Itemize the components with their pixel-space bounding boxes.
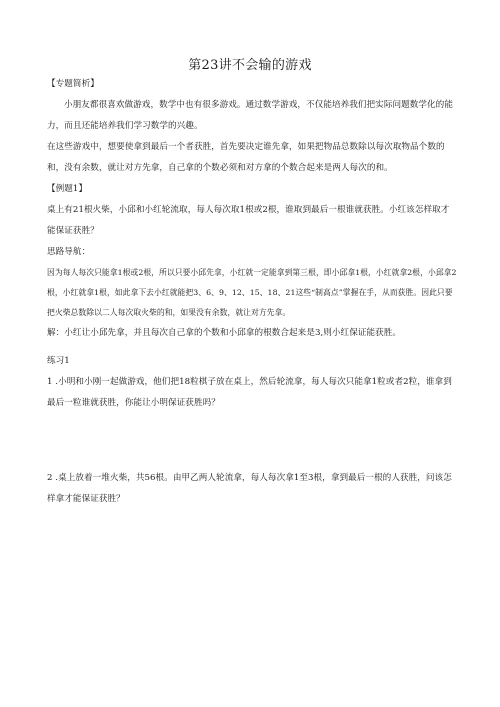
exercise-heading: 练习1 xyxy=(47,356,70,366)
exercise-question-1: 1 .小明和小刚一起做游戏，他们把18粒棋子放在桌上，然后轮流拿，每人每次只能拿1粒或者2粒，谁拿到最后一粒谁就获胜，你能让小明保证获胜吗？ xyxy=(47,377,452,408)
example1-answer: 解：小红让小邱先拿，并且每次自己拿的个数和小邱拿的根数合起来是3,则小红保证能获胜。 xyxy=(47,328,402,338)
example1-section xyxy=(47,179,457,344)
exercise-section xyxy=(47,351,457,414)
example1-guide-label: 思路导航： xyxy=(47,247,91,257)
example1-heading: 【例题1】 xyxy=(47,184,88,194)
example1-guide-text: 因为每人每次只能拿1根或2根，所以只要小邱先拿，小红就一定能拿到第三根，即小邱拿1根，小红就拿2根，小邱拿2根，小红就拿1根，如此拿下去小红就能把3、6、9、12、15、18、21这些“制高点”掌握在手，从而获胜。因此只要把火柴总数除以二人每次取火柴的和，如果没有余数，就让对方先拿。 xyxy=(47,268,457,317)
intro-paragraph-1: 小朋友都很喜欢做游戏，数学中也有很多游戏。通过数学游戏，不仅能培养我们把实际问题数学化的能力，而且还能培养我们学习数学的兴趣。 xyxy=(47,100,453,131)
intro-heading: 【专题简析】 xyxy=(47,79,99,89)
intro-section xyxy=(47,74,457,179)
intro-paragraph-2: 在这些游戏中，想要使拿到最后一个者获胜，首先要决定谁先拿，如果把物品总数除以每次取物品个数的和，没有余数，就让对方先拿，自己拿的个数必须和对方拿的个数合起来是两人每次的和。 xyxy=(47,142,445,173)
exercise-question-2: 2 .桌上放着一堆火柴，共56根。由甲乙两人轮流拿，每人每次拿1至3根，拿到最后一根的人获胜，问该怎样拿才能保证获胜？ xyxy=(47,473,452,504)
page-title: 第23讲不会输的游戏 xyxy=(188,58,312,73)
example1-question: 桌上有21根火柴，小邱和小红轮流取，每人每次取1根或2根，谁取到最后一根谁就获胜。小红该怎样取才能保证获胜？ xyxy=(47,205,450,236)
exercise-question-2-block xyxy=(47,468,457,510)
